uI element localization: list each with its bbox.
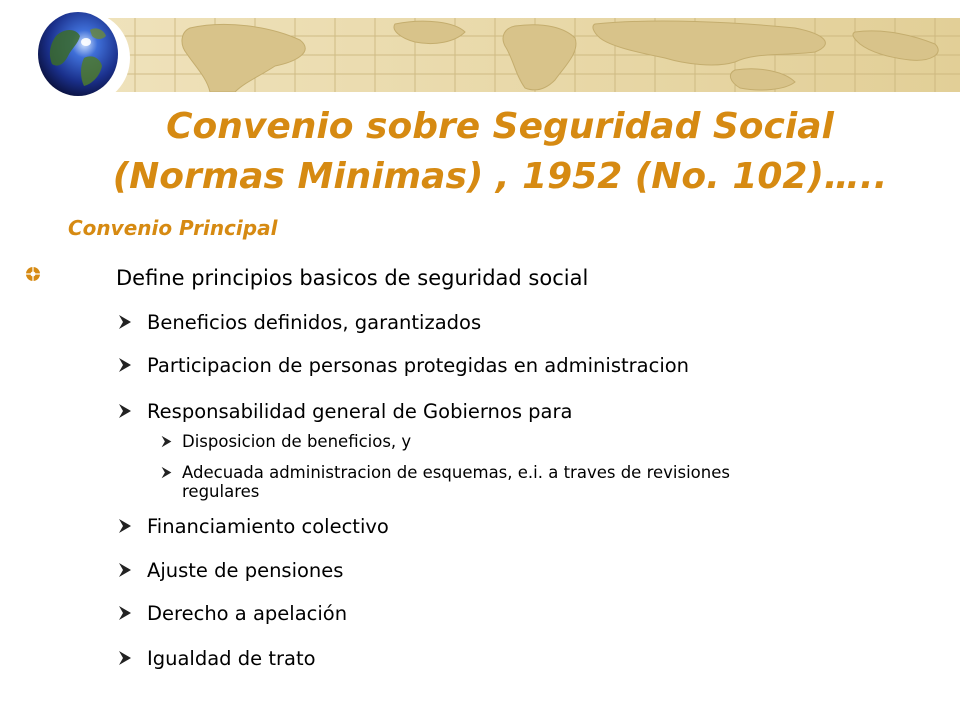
section-subtitle: Convenio Principal: [68, 216, 278, 240]
main-point: Define principios basicos de seguridad social: [116, 266, 589, 290]
list-item: [117, 400, 572, 423]
list-item-text: Derecho a apelación: [147, 602, 348, 625]
title-line-2: (Normas Minimas) , 1952 (No. 102)…..: [112, 156, 888, 197]
list-item: [117, 602, 347, 625]
list-item: [117, 559, 343, 582]
sub-list-item: [160, 463, 730, 501]
title-line-1: Convenio sobre Seguridad Social: [166, 106, 834, 147]
arrow-bullet-icon: [117, 354, 147, 377]
world-map-banner: [95, 18, 960, 92]
list-item-text: Beneficios definidos, garantizados: [147, 311, 482, 334]
list-item-text: Ajuste de pensiones: [147, 559, 344, 582]
arrow-bullet-icon: [117, 311, 147, 334]
list-item: [117, 311, 481, 334]
list-item-text: Participacion de personas protegidas en administracion: [147, 354, 690, 377]
sun-bullet-icon: [25, 266, 41, 282]
arrow-bullet-icon: [160, 463, 182, 482]
sub-list-item-text: Disposicion de beneficios, y: [182, 432, 412, 451]
slide-title: [90, 102, 910, 202]
sub-list-item: [160, 432, 411, 451]
arrow-bullet-icon: [117, 647, 147, 670]
sub-list-item-text: Adecuada administracion de esquemas, e.i. a traves de revisiones: [182, 463, 730, 482]
arrow-bullet-icon: [160, 432, 182, 451]
arrow-bullet-icon: [117, 400, 147, 423]
arrow-bullet-icon: [117, 602, 147, 625]
list-item: [117, 647, 316, 670]
list-item: [117, 515, 389, 538]
arrow-bullet-icon: [117, 559, 147, 582]
list-item-text: Responsabilidad general de Gobiernos para: [147, 400, 573, 423]
list-item: [117, 354, 689, 377]
globe-icon: [28, 6, 132, 106]
list-item-text: Financiamiento colectivo: [147, 515, 389, 538]
list-item-text: Igualdad de trato: [147, 647, 316, 670]
arrow-bullet-icon: [117, 515, 147, 538]
sub-list-item-continuation: regulares: [182, 482, 260, 501]
